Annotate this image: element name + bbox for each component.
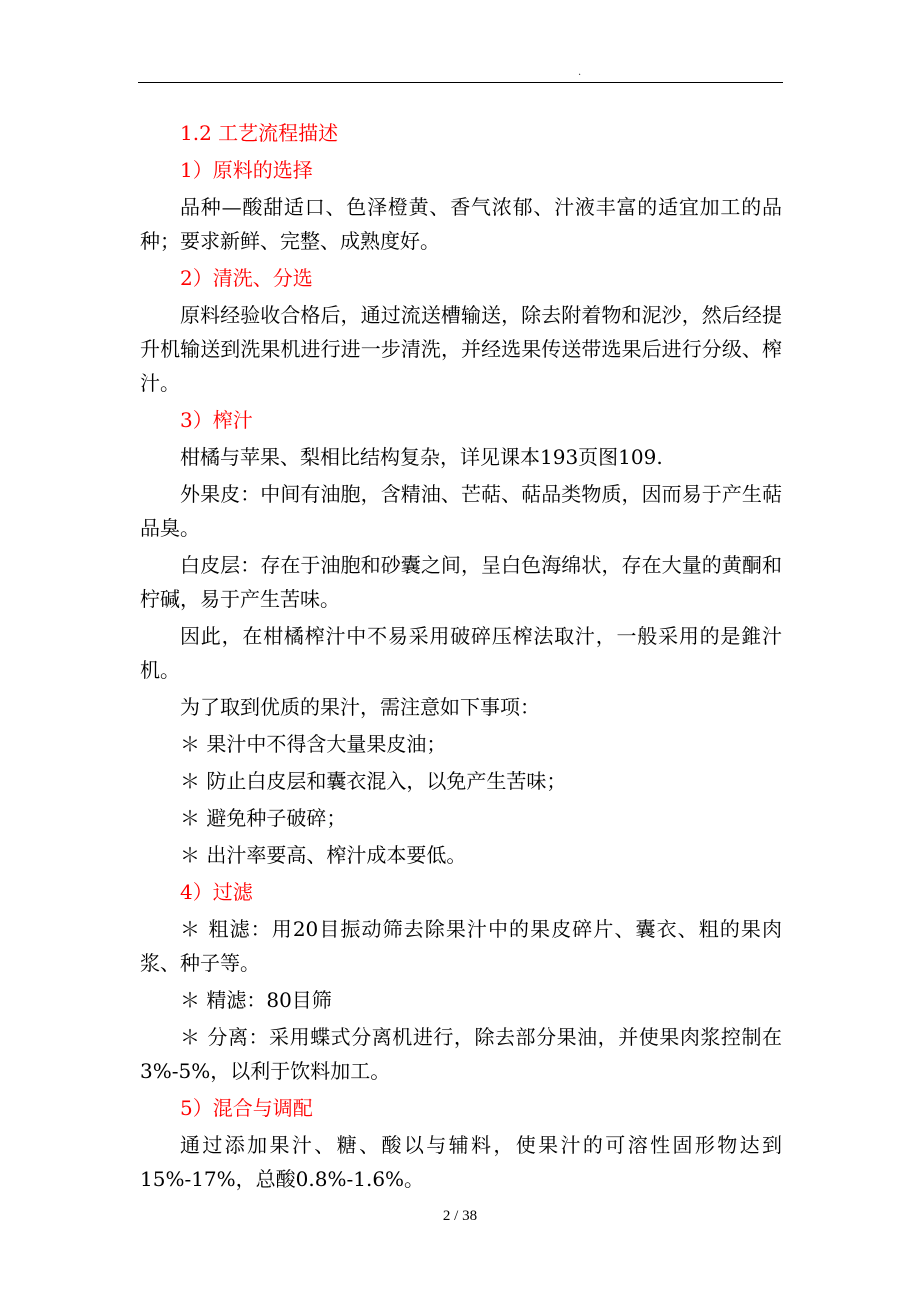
bullet-item: ＊ 精滤：80目筛 <box>180 988 332 1012</box>
bullet-item: ＊ 出汁率要高、榨汁成本要低。 <box>180 843 467 867</box>
paragraph: 外果皮：中间有油胞，含精油、芒萜、萜品类物质，因而易于产生萜品臭。 <box>140 482 782 540</box>
paragraph: 品种—酸甜适口、色泽橙黄、香气浓郁、汁液丰富的适宜加工的品种；要求新鲜、完整、成熟度好。 <box>140 195 782 253</box>
subsection-heading: 5）混合与调配 <box>180 1096 313 1120</box>
header-mark: . <box>578 67 582 78</box>
paragraph: 通过添加果汁、糖、酸以与辅料，使果汁的可溶性固形物达到15%-17%，总酸0.8%-1.6%。 <box>140 1133 782 1191</box>
bullet-item: ＊ 粗滤：用20目振动筛去除果汁中的果皮碎片、囊衣、粗的果肉浆、种子等。 <box>140 917 782 975</box>
bullet-item: ＊ 避免种子破碎； <box>180 806 347 830</box>
bullet-item: ＊ 分离：采用蝶式分离机进行，除去部分果油，并使果肉浆控制在3%-5%，以利于饮料加工。 <box>140 1025 782 1083</box>
page-number: 2 / 38 <box>442 1208 478 1224</box>
subsection-heading: 3）榨汁 <box>180 408 253 432</box>
subsection-heading: 4）过滤 <box>180 880 253 904</box>
bullet-item: ＊ 果汁中不得含大量果皮油； <box>180 732 447 756</box>
paragraph: 为了取到优质的果汁，需注意如下事项： <box>180 695 540 719</box>
paragraph: 白皮层：存在于油胞和砂囊之间，呈白色海绵状，存在大量的黄酮和柠碱，易于产生苦味。 <box>140 553 782 611</box>
subsection-heading: 1）原料的选择 <box>180 158 313 182</box>
subsection-heading: 2）清洗、分选 <box>180 266 313 290</box>
paragraph: 原料经验收合格后，通过流送槽输送，除去附着物和泥沙，然后经提升机输送到洗果机进行进一步清洗，并经选果传送带选果后进行分级、榨汁。 <box>140 303 782 395</box>
header-rule <box>138 82 783 83</box>
paragraph: 柑橘与苹果、梨相比结构复杂，详见课本193页图109. <box>180 445 663 469</box>
document-body <box>140 116 782 1199</box>
paragraph: 因此，在柑橘榨汁中不易采用破碎压榨法取汁，一般采用的是錐汁机。 <box>140 624 782 682</box>
bullet-item: ＊ 防止白皮层和囊衣混入，以免产生苦味； <box>180 769 567 793</box>
section-heading: 1.2 工艺流程描述 <box>180 121 339 145</box>
